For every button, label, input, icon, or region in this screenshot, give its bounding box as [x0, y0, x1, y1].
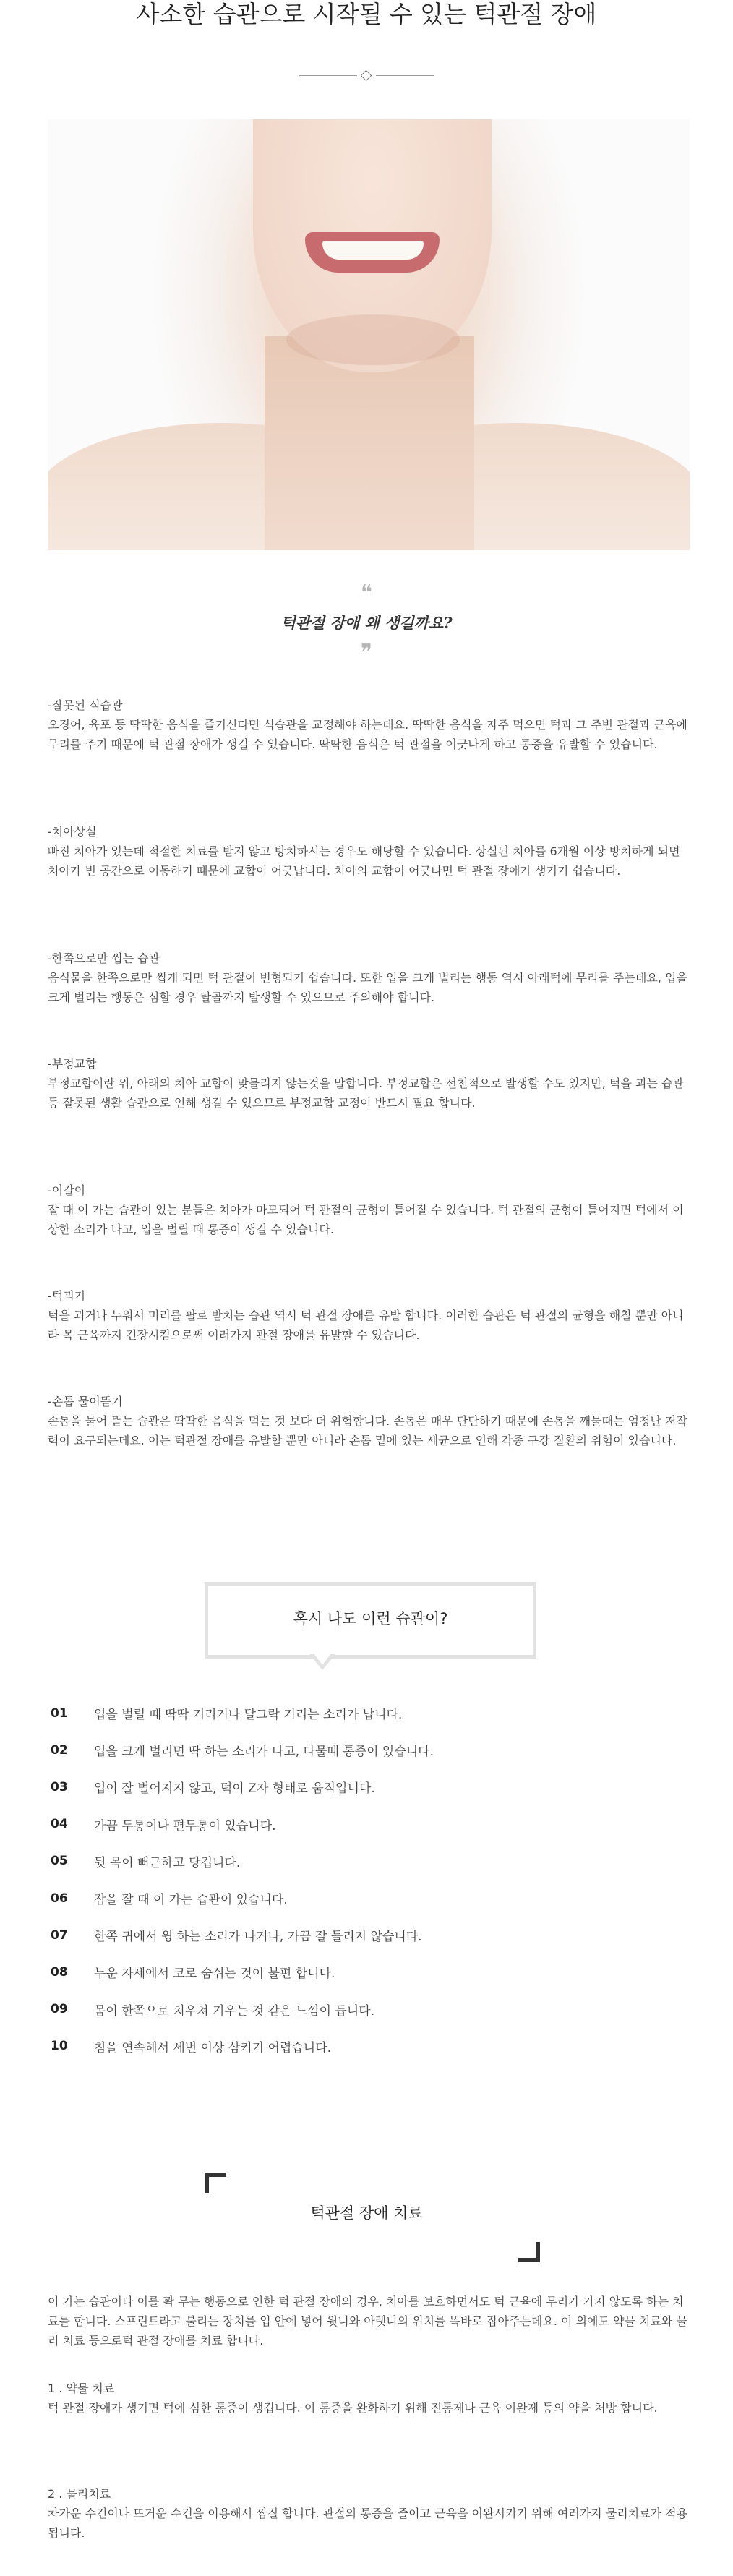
treatment-intro: 이 가는 습관이나 이를 꽉 무는 행동으로 인한 턱 관절 장애의 경우, 치아를 보호하면서도 턱 근육에 무리가 가지 않도록 하는 치료를 합니다. 스프린트라고 불리는 장치를 입 안에 넣어 윗니와 아랫니의 위치를 똑바로 잡아주는데요. 이 외에도 약물 치료와 물리 치료 등으로턱 관절 장애를 치료 합니다. [48, 2295, 687, 2348]
cause-block [48, 1286, 688, 1345]
divider-line-left [299, 75, 357, 76]
cause-text: 음식물을 한쪽으로만 씹게 되면 턱 관절이 변형되기 쉽습니다. 또한 입을 크게 벌리는 행동 역시 아래턱에 무리를 주는데요, 입을 크게 벌리는 행동은 심할 경우 탈골까지 발생할 수 있으므로 주의해야 합니다. [48, 971, 687, 1004]
habit-item [51, 1843, 672, 1880]
habit-number: 01 [51, 1706, 68, 1721]
cause-text: 턱을 괴거나 누워서 머리를 팔로 받치는 습관 역시 턱 관절 장애를 유발 합니다. 이러한 습관은 턱 관절의 균형을 해칠 뿐만 아니라 목 근육까지 긴장시킴으로써 여러가지 관절 장애를 유발할 수 있습니다. [48, 1309, 684, 1342]
habit-item [51, 1695, 672, 1732]
habit-item [51, 1880, 672, 1917]
treatment-item-heading: 2 . 물리치료 [48, 2487, 111, 2501]
habit-text: 몸이 한쪽으로 치우쳐 기우는 것 같은 느낌이 듭니다. [94, 2003, 375, 2019]
speech-bubble [205, 1582, 536, 1659]
habit-number: 05 [51, 1854, 68, 1869]
corner-bracket-icon [518, 2242, 540, 2262]
habit-number: 07 [51, 1927, 68, 1943]
treatment-item [48, 2484, 688, 2543]
cause-block [48, 696, 688, 754]
hero-smile-photo [48, 119, 690, 550]
cause-heading: -손톱 물어뜯기 [48, 1395, 123, 1408]
cause-heading: -부정교합 [48, 1057, 97, 1071]
habit-number: 03 [51, 1779, 68, 1794]
close-quote-icon: ❞ [360, 640, 373, 665]
cause-text: 빠진 치아가 있는데 적절한 치료를 받지 않고 방치하시는 경우도 해당할 수 있습니다. 상실된 치아를 6개월 이상 방치하게 되면 치아가 빈 공간으로 이동하기 때문에 교합이 어긋납니다. 치아의 교합이 어긋나면 턱 관절 장애가 생기기 쉽습니다. [48, 844, 680, 878]
cause-heading: -이갈이 [48, 1184, 86, 1197]
habit-number: 09 [51, 2002, 68, 2017]
cause-block [48, 1181, 688, 1239]
open-quote-icon: ❝ [360, 581, 373, 606]
habit-text: 가끔 두통이나 편두통이 있습니다. [94, 1818, 276, 1833]
habit-text: 입을 크게 벌리면 딱 하는 소리가 나고, 다물때 통증이 있습니다. [94, 1745, 434, 1760]
habit-text: 누운 자세에서 코로 숨쉬는 것이 불편 합니다. [94, 1967, 335, 1982]
bubble-tail-inner [314, 1653, 331, 1665]
cause-heading: -턱괴기 [48, 1289, 86, 1303]
cause-block [48, 822, 688, 881]
habit-number: 02 [51, 1742, 68, 1758]
habits-heading: 혹시 나도 이런 습관이? [293, 1610, 448, 1627]
cause-block [48, 949, 688, 1007]
cause-heading: -한쪽으로만 씹는 습관 [48, 951, 160, 965]
habit-item [51, 1768, 672, 1805]
cause-text: 부정교합이란 위, 아래의 치아 교합이 맞물리지 않는것을 말합니다. 부정교합은 선천적으로 발생할 수도 있지만, 턱을 괴는 습관 등 잘못된 생활 습관으로 인해 생길 수 있으므로 부정교합 교정이 반드시 필요 합니다. [48, 1077, 684, 1110]
cause-text: 손톱을 물어 뜯는 습관은 딱딱한 음식을 먹는 것 보다 더 위험합니다. 손톱은 매우 단단하기 때문에 손톱을 깨물때는 엄청난 저작력이 요구되는데요. 이는 턱관절 장애를 유발할 뿐만 아니라 손톱 밑에 있는 세균으로 인해 각종 구강 질환의 위험이 있습니다. [48, 1414, 687, 1447]
cause-block [48, 1392, 688, 1450]
habit-item [51, 1917, 672, 1954]
habit-text: 입을 벌릴 때 딱딱 거리거나 달그락 거리는 소리가 납니다. [94, 1708, 403, 1723]
habit-item [51, 1806, 672, 1843]
photo-chin [286, 314, 460, 365]
treatment-item-text: 턱 관절 장애가 생기면 턱에 심한 통증이 생깁니다. 이 통증을 완화하기 위해 진통제나 근육 이완제 등의 약을 처방 합니다. [48, 2401, 658, 2415]
cause-text: 오징어, 육포 등 딱딱한 음식을 즐기신다면 식습관을 교정해야 하는데요. 딱딱한 음식을 자주 먹으면 턱과 그 주변 관절과 근육에 무리를 주기 때문에 턱 관절 장애가 생길 수 있습니다. 딱딱한 음식은 턱 관절을 어긋나게 하고 통증을 유발할 수 있습니다. [48, 718, 687, 751]
habit-item [51, 1732, 672, 1768]
cause-heading: -치아상실 [48, 825, 97, 839]
habit-number: 10 [51, 2039, 68, 2054]
cause-heading: -잘못된 식습관 [48, 698, 123, 712]
habit-text: 입이 잘 벌어지지 않고, 턱이 Z자 형태로 움직입니다. [94, 1781, 375, 1797]
treatment-item-text: 차가운 수건이나 뜨거운 수건을 이용해서 찜질 합니다. 관절의 통증을 줄이고 근육을 이완시키기 위해 여러가지 물리치료가 적용 됩니다. [48, 2507, 688, 2540]
habit-text: 침을 연속해서 세번 이상 삼키기 어렵습니다. [94, 2040, 332, 2055]
title-divider [299, 70, 434, 82]
habit-number: 08 [51, 1964, 68, 1980]
habit-text: 잠을 잘 때 이 가는 습관이 있습니다. [94, 1893, 288, 1908]
diamond-icon [361, 70, 372, 82]
treatment-item [48, 2379, 688, 2418]
habit-item [51, 2028, 672, 2065]
habit-item [51, 1954, 672, 1990]
habit-text: 뒷 목이 뻐근하고 당깁니다. [94, 1855, 241, 1870]
habit-number: 06 [51, 1891, 68, 1906]
page-title: 사소한 습관으로 시작될 수 있는 턱관절 장애 [136, 0, 597, 28]
corner-bracket-icon [205, 2173, 226, 2193]
treatment-item-heading: 1 . 약물 치료 [48, 2382, 115, 2395]
habit-item [51, 1991, 672, 2028]
habit-number: 04 [51, 1817, 68, 1832]
habit-text: 한쪽 귀에서 윙 하는 소리가 나거나, 가끔 잘 들리지 않습니다. [94, 1930, 422, 1945]
divider-line-right [376, 75, 434, 76]
section-question: 턱관절 장애 왜 생길까요? [280, 614, 453, 632]
cause-text: 잘 때 이 가는 습관이 있는 분들은 치아가 마모되어 턱 관절의 균형이 틀어질 수 있습니다. 턱 관절의 균형이 틀어지면 턱에서 이상한 소리가 나고, 입을 벌릴 때 통증이 생길 수 있습니다. [48, 1203, 684, 1236]
treatment-heading: 턱관절 장애 치료 [310, 2204, 423, 2222]
photo-teeth [322, 241, 424, 260]
habit-checklist [51, 1695, 672, 2065]
cause-block [48, 1054, 688, 1113]
